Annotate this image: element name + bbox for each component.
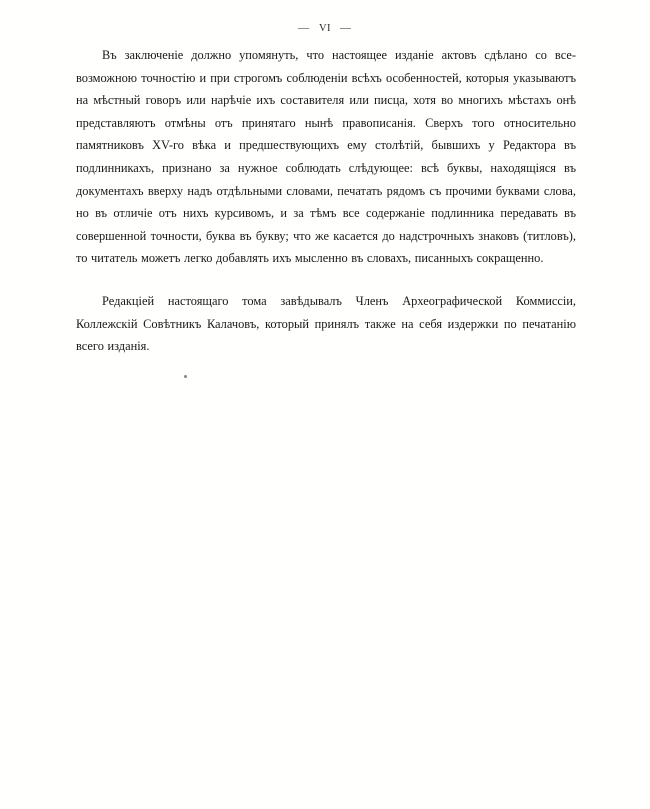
page-number: VI	[318, 23, 332, 34]
paragraph-1: Въ заключеніе должно упомянуть, что настоящее изданіе актовъ сдѣлано со все-возможною точностію и при строгомъ соблюденіи всѣхъ особенностей, которыя указываютъ на мѣстный говоръ или нарѣчіе ихъ составителя или писца, хотя во многихъ мѣстахъ онѣ представляютъ отмѣны отъ принятаго нынѣ правописанія. Сверхъ того относительно памятниковъ XV-го вѣка и предшествующихъ ему столѣтій, бывшихъ у Редактора въ подлинникахъ, признано за нужное соблюдать слѣдующее: всѣ буквы, находящіяся въ документахъ вверху надъ отдѣльными словами, печатать рядомъ съ прочими буквами слова, но въ отличіе отъ нихъ курсивомъ, и за тѣмъ все содержаніе подлинника передавать въ совершенной точности, буква въ букву; что же касается до надстрочныхъ знаковъ (титловъ), то читатель можетъ легко добавлять ихъ мысленно въ словахъ, писанныхъ сокращенно.	[76, 48, 576, 266]
ink-speck	[184, 375, 187, 378]
header-dash-right: —	[340, 22, 353, 34]
page-header	[0, 0, 650, 34]
page-body	[76, 44, 576, 358]
paragraph-2: Редакціей настоящаго тома завѣдывалъ Членъ Археографической Коммиссіи, Коллежскій Совѣтникъ Калачовъ, который принялъ также на себя издержки по печатанію всего изданія.	[76, 293, 576, 354]
header-dash-left: —	[297, 22, 310, 34]
